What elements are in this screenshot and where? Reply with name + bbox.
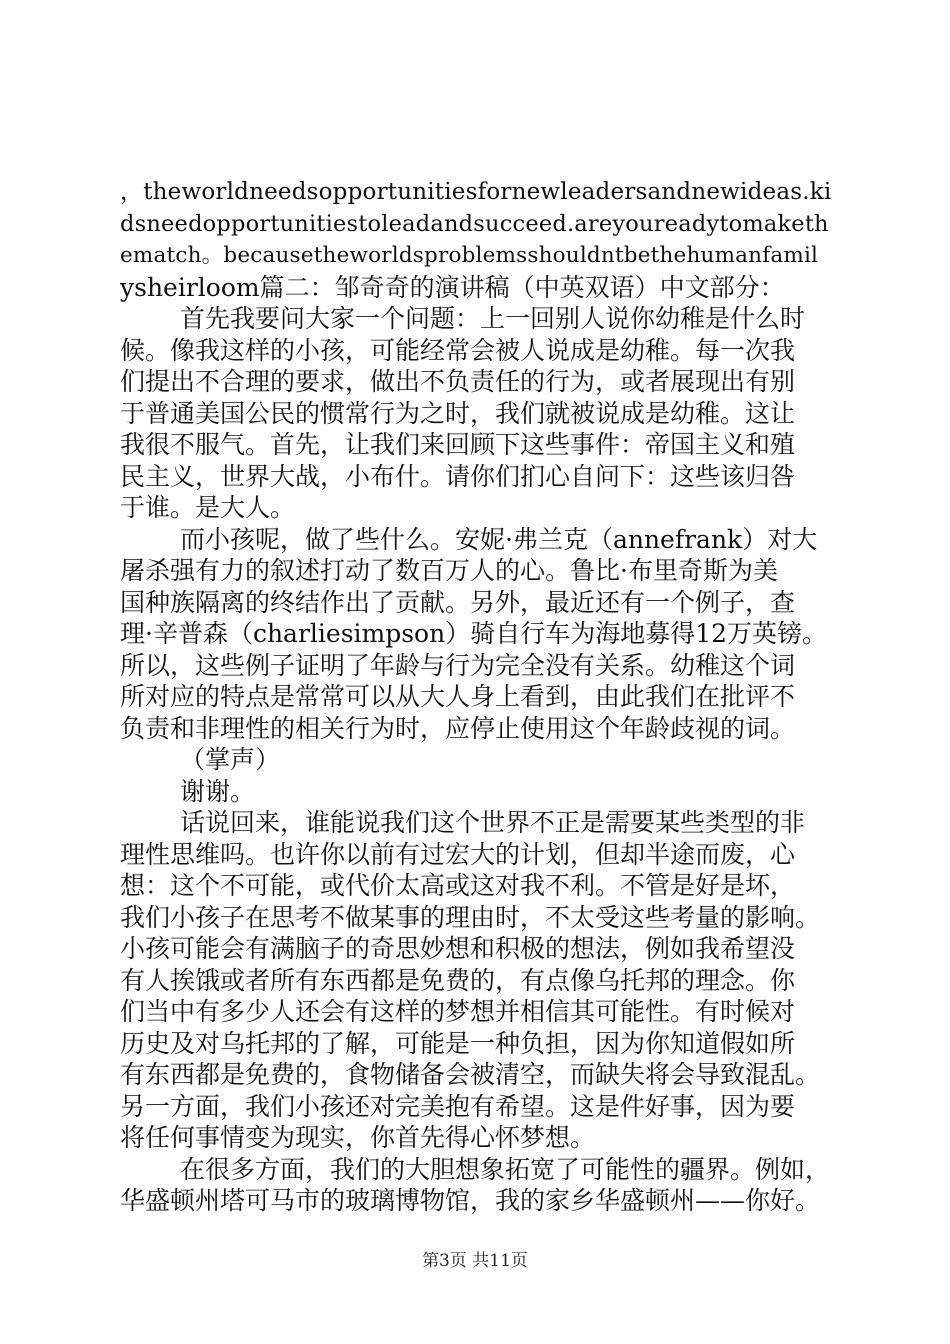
text-line: 负责和非理性的相关行为时，应停止使用这个年龄歧视的词。 [120, 713, 796, 743]
text-line: 我们小孩子在思考不做某事的理由时，不太受这些考量的影响。 [120, 902, 821, 932]
text-line: dsneedopportunitiestoleadandsucceed.areyoureadytomaketh [120, 210, 829, 237]
text-line: 于普通美国公民的惯常行为之时，我们就被说成是幼稚。这让 [120, 398, 796, 428]
text-line: 历史及对乌托邦的了解，可能是一种负担，因为你知道假如所 [120, 1028, 796, 1058]
paragraph-start: 谢谢。 [180, 776, 256, 806]
text-line: 民主义，世界大战，小布什。请你们扪心自问下：这些该归咎 [120, 461, 796, 491]
text-line: ，theworldneedsopportunitiesfornewleadersandnewideas.ki [120, 179, 832, 205]
paragraph-start: 而小孩呢，做了些什么。安妮·弗兰克（annefrank）对大 [180, 524, 818, 554]
text-line: 小孩可能会有满脑子的奇思妙想和积极的想法，例如我希望没 [120, 934, 796, 963]
paragraph-start: （掌声） [180, 745, 281, 774]
text-line: 有东西都是免费的，食物储备会被清空，而缺失将会导致混乱。 [120, 1060, 821, 1089]
paragraph-start: 话说回来，谁能说我们这个世界不正是需要某些类型的非 [180, 808, 806, 837]
text-line: 们提出不合理的要求，做出不负责任的行为，或者展现出有别 [120, 367, 796, 396]
text-line: ysheirloom篇二：邹奇奇的演讲稿（中英双语）中文部分： [120, 272, 785, 302]
text-line: 国种族隔离的终结作出了贡献。另外，最近还有一个例子，查 [120, 587, 796, 617]
text-line: 们当中有多少人还会有这样的梦想并相信其可能性。有时候对 [120, 997, 796, 1026]
text-line: 另一方面，我们小孩还对完美抱有希望。这是件好事，因为要 [120, 1091, 796, 1121]
page-footer: 第3页 共11页 [422, 1251, 528, 1271]
body-text [120, 177, 832, 1217]
text-line: 理·辛普森（charliesimpson）骑自行车为海地募得12万英镑。 [120, 619, 828, 648]
text-line: 将任何事情变为现实，你首先得心怀梦想。 [120, 1123, 596, 1152]
paragraph-start: 在很多方面，我们的大胆想象拓宽了可能性的疆界。例如， [180, 1154, 831, 1184]
paragraph-start: 首先我要问大家一个问题：上一回别人说你幼稚是什么时 [180, 304, 806, 333]
text-line: 屠杀强有力的叙述打动了数百万人的心。鲁比·布里奇斯为美 [120, 556, 778, 585]
text-line: 想：这个不可能，或代价太高或这对我不利。不管是好是坏， [120, 871, 796, 900]
text-line: 所对应的特点是常常可以从大人身上看到，由此我们在批评不 [120, 682, 796, 711]
text-line: 理性思维吗。也许你以前有过宏大的计划，但却半途而废，心 [120, 839, 796, 869]
text-line: ematch。becausetheworldsproblemsshouldntbethehumanfamil [120, 243, 819, 268]
text-line: 华盛顿州塔可马市的玻璃博物馆，我的家乡华盛顿州——你好。 [120, 1186, 821, 1215]
text-line: 有人挨饿或者所有东西都是免费的，有点像乌托邦的理念。你 [120, 965, 796, 995]
text-line: 候。像我这样的小孩，可能经常会被人说成是幼稚。每一次我 [120, 335, 796, 365]
text-line: 我很不服气。首先，让我们来回顾下这些事件：帝国主义和殖 [120, 430, 796, 459]
text-line: 于谁。是大人。 [120, 493, 296, 522]
text-line: 所以，这些例子证明了年龄与行为完全没有关系。幼稚这个词 [120, 650, 796, 680]
